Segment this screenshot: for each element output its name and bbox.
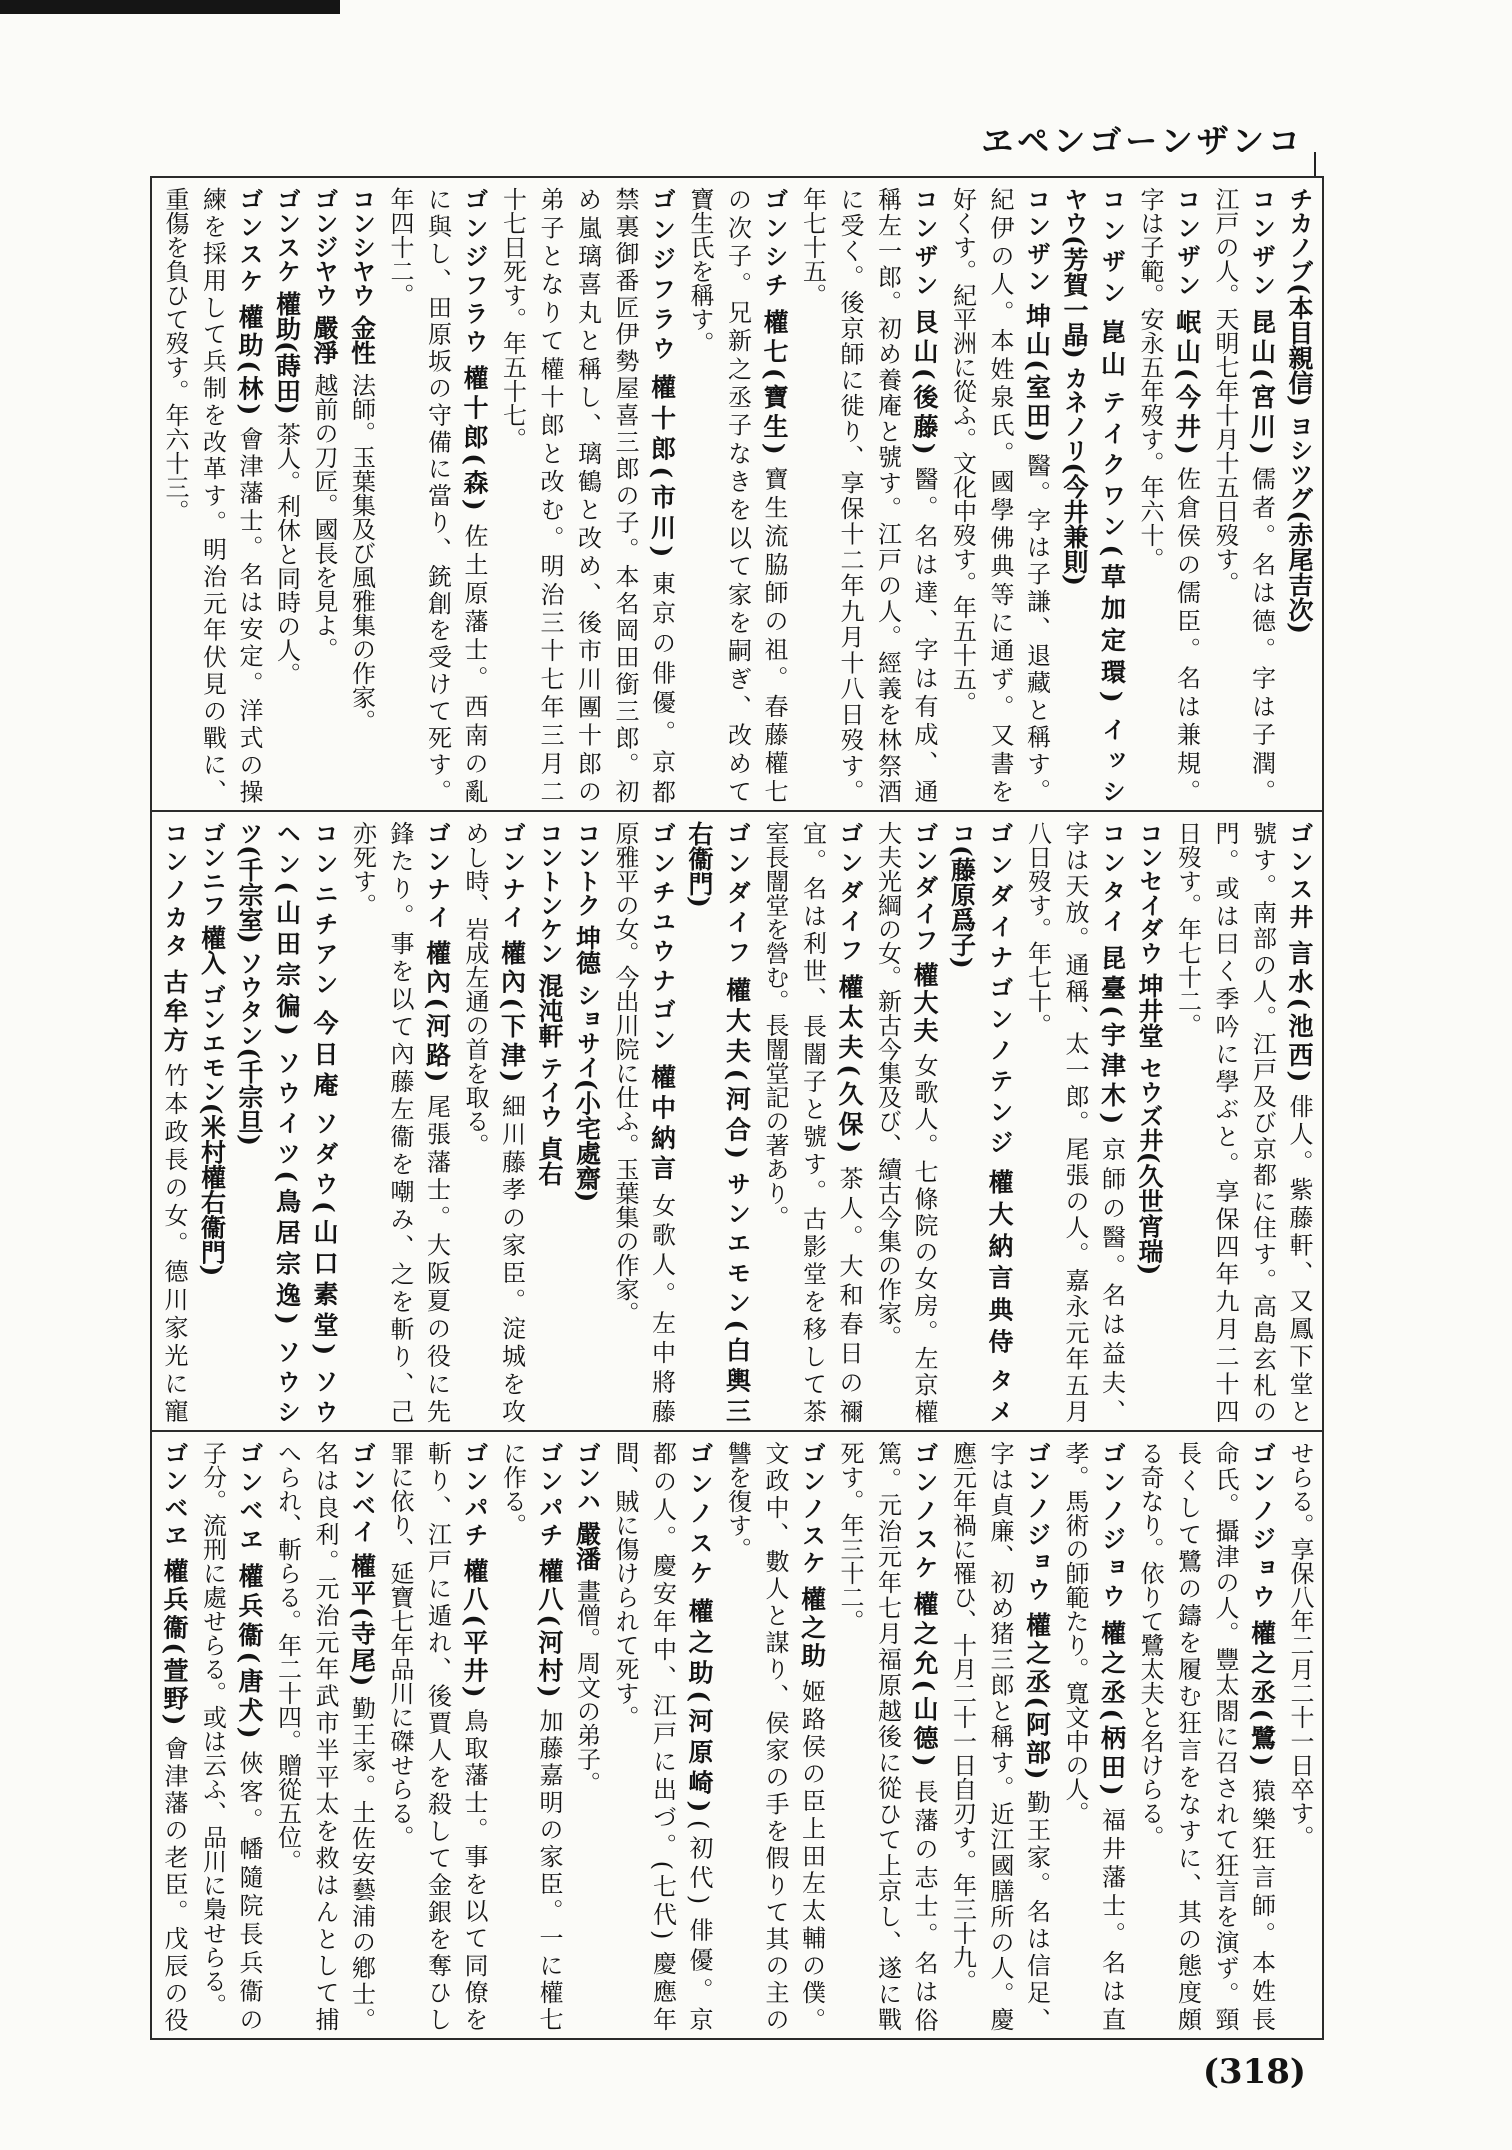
- entry-text: 法師。玉葉集及び風雅集の作家。: [347, 372, 376, 733]
- text-column: [568, 178, 606, 810]
- entry-name: 權兵衞(萱野): [160, 1557, 189, 1725]
- entry-headword-reading: ゴンノジョウ: [1022, 1441, 1051, 1604]
- entry-name: (山田宗徧): [272, 881, 302, 1036]
- text-column: [868, 812, 906, 1430]
- entry-headword-reading: コンタイ: [1097, 821, 1126, 938]
- entry-headword-reading: ゴンスケ: [235, 187, 263, 296]
- entry-text: 名は良利。元治元年武市半平太を救はんとして捕: [311, 1441, 339, 2031]
- text-column: [643, 178, 681, 810]
- text-column: [268, 178, 306, 810]
- entry-text: 字は子範。安永五年歿す。年六十。: [1136, 187, 1164, 571]
- text-column: [1056, 1432, 1094, 2038]
- entry-text: 十七日死す。年五十七。: [498, 187, 527, 451]
- entry-text: 斬り、江戸に遁れ、後賈人を殺して金銀を奪ひし: [423, 1441, 452, 2032]
- entry-text: 禁裏御番匠伊勢屋喜三郎の子。本名岡田銜三郎。初: [611, 187, 639, 803]
- entry-text: に與し、田原坂の守備に當り、銃創を受けて死す。: [423, 187, 452, 803]
- text-column: [493, 178, 531, 810]
- text-column: [1093, 812, 1131, 1430]
- entry-name: 權之助(河原崎): [685, 1598, 714, 1813]
- text-column: [456, 178, 494, 810]
- entry-headword-reading: コンザン: [1097, 187, 1126, 311]
- entry-text: 紀伊の人。本姓泉氏。國學佛典等に通ず。又書を: [986, 187, 1014, 803]
- entry-name: 言水(池西): [1285, 939, 1314, 1083]
- alias-reading: ヤウ: [1060, 187, 1088, 235]
- alias-reading: ヘン: [272, 821, 301, 882]
- text-column: [1243, 178, 1281, 810]
- entry-headword-reading: ゴンニフ: [197, 821, 226, 917]
- text-column: [231, 812, 269, 1430]
- text-column: [381, 178, 419, 810]
- text-column: [643, 812, 681, 1430]
- text-column: [1131, 1432, 1169, 2038]
- text-column: [1056, 178, 1094, 810]
- text-column: [943, 1432, 981, 2038]
- text-column: [568, 1432, 606, 2038]
- text-column: [643, 1432, 681, 2038]
- text-column: [1281, 812, 1319, 1430]
- entry-name: 今日庵: [310, 1009, 339, 1103]
- text-column: [756, 178, 794, 810]
- entry-text: 俳人。紫藤軒、又鳳下堂と: [1285, 1090, 1313, 1423]
- text-column: [1131, 178, 1169, 810]
- text-column: [1168, 178, 1206, 810]
- entry-name: (今井兼則): [1060, 462, 1089, 587]
- entry-name: (久世宵瑞): [1135, 1151, 1164, 1276]
- entry-text: 細川藤孝の家臣。淀城を攻: [497, 1090, 526, 1423]
- text-column: [943, 178, 981, 810]
- text-column: [1056, 812, 1094, 1430]
- entry-text: 鋒たり。事を以て內藤左衞を嘲み、之を斬り、己: [386, 821, 414, 1423]
- entry-headword-reading: コンザン: [910, 187, 938, 301]
- entry-name: 權之助: [797, 1585, 827, 1671]
- entry-text: 尾張藩士。大阪夏の役に先: [422, 1090, 451, 1423]
- entry-text: 日歿す。年七十二。: [1173, 821, 1202, 1037]
- text-column: [268, 812, 306, 1430]
- entry-text: 京師の醫。名は益夫、: [1097, 1132, 1126, 1424]
- entry-name: 嚴淨: [310, 315, 339, 365]
- entry-headword-reading: コンシヤウ: [347, 187, 376, 307]
- entry-name: 貞右: [535, 1135, 564, 1186]
- text-column: [1281, 1432, 1319, 2038]
- entry-text: 篤。元治元年七月福原越後に從ひて上京し、遂に戰: [873, 1441, 902, 2031]
- entry-headword-reading: ゴンダイフ: [835, 821, 863, 967]
- entry-headword-reading: ゴンパチ: [535, 1441, 563, 1550]
- entry-text: 茶人。利休と同時の人。: [272, 422, 301, 687]
- alias-reading: ツ: [235, 821, 263, 845]
- entry-text: 佐土原藩士。西南の亂: [460, 518, 488, 803]
- entry-text: 寶生流脇師の祖。春藤權七: [760, 462, 788, 803]
- text-column: [1206, 812, 1244, 1430]
- entry-name: 權八(平井): [460, 1557, 489, 1698]
- entry-headword-reading: コンセイダウ: [1135, 821, 1163, 965]
- entry-headword-reading: ゴンチユウナゴン: [647, 821, 676, 1057]
- text-column: [493, 1432, 531, 2038]
- running-head: コンザンーゴンペヱ: [981, 122, 1304, 160]
- middle-tier: [152, 812, 1322, 1432]
- text-column: [831, 812, 869, 1430]
- text-column: [943, 812, 981, 1430]
- text-column: [681, 1432, 719, 2038]
- alias-reading: ヨシツグ: [1285, 414, 1313, 511]
- entry-text: に受く。後京師に徙り、享保十二年九月十八日歿す。: [836, 187, 864, 803]
- text-column: [1168, 1432, 1206, 2038]
- text-column: [1168, 812, 1206, 1430]
- text-column: [306, 812, 344, 1430]
- entry-name: 權助(蒔田): [272, 291, 302, 415]
- text-column: [831, 1432, 869, 2038]
- text-column: [1018, 178, 1056, 810]
- entry-text: へられ、斬らる。年二十四。贈從五位。: [273, 1441, 302, 1873]
- entry-name: 權助(林): [235, 303, 264, 415]
- text-column: [418, 812, 456, 1430]
- entry-name: (草加定環): [1097, 544, 1127, 703]
- entry-headword-reading: ゴンス井: [1285, 821, 1313, 932]
- text-column: [831, 178, 869, 810]
- text-column: [343, 812, 381, 1430]
- entry-headword-reading: コンニチアン: [310, 821, 338, 1002]
- text-column: [156, 812, 194, 1430]
- entry-name: (芳賀一晶): [1060, 235, 1089, 359]
- entry-name: 權大納言典侍: [985, 1168, 1014, 1361]
- text-column: [606, 178, 644, 810]
- entry-text: 宜。名は利世、長闇子と號す。古影堂を移して茶: [798, 821, 827, 1423]
- entry-name: (藤原爲子): [947, 845, 977, 969]
- entry-headword-reading: ゴンベヱ: [235, 1441, 263, 1555]
- text-column: [793, 812, 831, 1430]
- entry-text: の次子。兄新之丞子なきを以て家を嗣ぎ、改めて: [723, 187, 752, 804]
- text-column: [1093, 1432, 1131, 2038]
- scan-edge-mark: [0, 0, 340, 14]
- text-column: [381, 812, 419, 1430]
- middle-tier-columns: [156, 812, 1319, 1430]
- text-column: [1018, 1432, 1056, 2038]
- entry-name: (赤尾吉次): [1285, 510, 1314, 635]
- text-column: [718, 1432, 756, 2038]
- entry-headword-reading: ゴンダイフ: [722, 821, 751, 969]
- upper-tier: [152, 178, 1322, 812]
- entry-text: 猿樂狂言師。本姓長: [1247, 1774, 1276, 2031]
- entry-text: 女歌人。七條院の女房。左京權: [910, 1052, 938, 1424]
- entry-name: 嚴潘: [572, 1521, 602, 1571]
- entry-name: 右衞門): [685, 821, 714, 908]
- text-column: [193, 1432, 231, 2038]
- entry-headword-reading: ゴンスケ: [272, 187, 301, 283]
- entry-text: 原雅平の女。今出川院に仕ふ。玉葉集の作家。: [611, 821, 639, 1325]
- text-column: [306, 1432, 344, 2038]
- entry-text: 八日歿す。年七十。: [1023, 821, 1052, 1037]
- entry-text: 大夫光綱の女。新古今集及び、續古今集の作家。: [873, 821, 902, 1349]
- entry-text: 罪に依り、延寶七年品川に磔せらる。: [386, 1441, 414, 1849]
- entry-headword-reading: ゴンパチ: [460, 1441, 488, 1550]
- entry-name: 權中納言: [647, 1064, 677, 1186]
- entry-name: 權八(河村): [535, 1557, 564, 1698]
- entry-text: 都の人。慶安年中、江戸に出づ。(七代) 慶應年: [648, 1441, 677, 2031]
- entry-name: (鳥居宗逸): [272, 1170, 302, 1325]
- entry-text: 勤王家。土佐安藝浦の鄕士。: [347, 1693, 376, 2032]
- header-corner-mark: [1314, 152, 1316, 176]
- entry-text: め嵐璃喜丸と稱し、璃鶴と改め、後市川團十郎の: [573, 187, 602, 803]
- entry-name: 權入: [197, 925, 227, 975]
- entry-text: 會津藩の老臣。戊辰の役: [160, 1732, 188, 2032]
- entry-text: 醫。字は子謙、退藏と稱す。: [1022, 450, 1051, 803]
- entry-name: 坤山(室田): [1022, 303, 1052, 443]
- entry-text: 應元年禍に罹ひ、十月二十一日自刃す。年三十九。: [948, 1441, 977, 1993]
- text-column: [868, 178, 906, 810]
- alias-reading: ゴンエモン: [197, 982, 226, 1103]
- entry-name: 權大夫: [910, 962, 939, 1046]
- text-column: [568, 812, 606, 1430]
- alias-reading: ソダウ: [310, 1110, 338, 1201]
- entry-text: 長藩の志士。名は俗: [910, 1774, 938, 2032]
- entry-text: 好くす。紀平洲に從ふ。文化中歿す。年五十五。: [948, 187, 977, 715]
- entry-text: 字は貞廉、初め猪三郎と稱す。近江國膳所の人。慶: [986, 1441, 1014, 2031]
- entry-headword-reading: コンノカタ: [160, 821, 188, 961]
- entry-text: 勤王家。名は信足、: [1022, 1786, 1051, 2031]
- text-column: [531, 812, 569, 1430]
- entry-text: 江戸の人。天明七年十月十五日歿す。: [1211, 187, 1239, 595]
- text-frame: [150, 176, 1324, 2040]
- alias-reading: ソウシ: [272, 1332, 301, 1424]
- entry-text: 孝。馬術の師範たり。寬文中の人。: [1061, 1441, 1089, 1825]
- entry-name: 權十郎(市川): [647, 373, 677, 558]
- alias-reading: コ: [947, 821, 976, 845]
- text-column: [1018, 812, 1056, 1430]
- entry-text: 東京の俳優。京都: [647, 564, 676, 803]
- entry-text: 命氏。攝津の人。豐太閤に召されて狂言を演ず。頸: [1211, 1441, 1239, 2031]
- text-column: [906, 1432, 944, 2038]
- entry-name: 權十郎(森): [460, 365, 489, 512]
- text-column: [381, 1432, 419, 2038]
- alias-reading: ショサイ: [572, 982, 601, 1079]
- entry-text: 姬路侯の臣上田左太輔の僕。: [797, 1678, 826, 2032]
- text-column: [718, 178, 756, 810]
- entry-text: 重傷を負ひて歿す。年六十三。: [161, 187, 189, 523]
- text-column: [606, 812, 644, 1430]
- text-column: [343, 178, 381, 810]
- alias-reading: テイウ: [535, 1055, 563, 1128]
- entry-text: 畫僧。周文の弟子。: [572, 1578, 601, 1795]
- text-column: [306, 178, 344, 810]
- entry-headword-reading: ゴンノスケ: [685, 1441, 713, 1591]
- text-column: [718, 812, 756, 1430]
- entry-text: 字は天放。通稱、太一郎。尾張の人。嘉永元年五月: [1061, 821, 1089, 1423]
- text-column: [756, 1432, 794, 2038]
- entry-headword-reading: ゴンハ: [572, 1441, 601, 1513]
- entry-text: 醫。名は達、字は有成、通: [910, 462, 938, 803]
- entry-text: めし時、岩成左通の首を取る。: [461, 821, 489, 1157]
- entry-headword-reading: ゴンノスケ: [797, 1441, 826, 1578]
- entry-headword-reading: ゴンダイフ: [910, 821, 938, 955]
- alias-reading: カネノリ: [1060, 366, 1088, 463]
- text-column: [456, 812, 494, 1430]
- entry-text: (初代) 俳優。京: [685, 1820, 713, 2031]
- entry-text: 俠客。幡隨院長兵衞の: [235, 1746, 263, 2032]
- entry-name: 權太夫(久保): [835, 974, 864, 1154]
- entry-text: 間、賊に傷けられて死す。: [611, 1441, 639, 1729]
- alias-reading: チカノブ: [1285, 187, 1313, 283]
- entry-text: 讐を復す。: [723, 1441, 752, 1561]
- entry-name: 坤德: [572, 925, 602, 975]
- entry-headword-reading: ゴンシチ: [760, 187, 788, 301]
- entry-text: 竹本政長の女。德川家光に寵: [160, 1063, 188, 1424]
- text-column: [531, 178, 569, 810]
- text-column: [981, 1432, 1019, 2038]
- entry-name: (小宅處齋): [572, 1078, 602, 1203]
- entry-name: 權之丞(柄田): [1097, 1619, 1127, 1796]
- text-column: [231, 1432, 269, 2038]
- entry-headword-reading: ゴンベヱ: [160, 1441, 188, 1550]
- entry-text: 稱左一郎。初め養庵と號す。江戸の人。經義を林祭酒: [873, 187, 902, 803]
- text-column: [681, 812, 719, 1430]
- entry-headword-reading: ゴンジフラウ: [647, 187, 676, 366]
- text-column: [231, 178, 269, 810]
- entry-text: 亦死す。: [348, 821, 377, 917]
- entry-headword-reading: ゴンナイ: [422, 821, 451, 932]
- entry-headword-reading: ゴンジヤウ: [310, 187, 338, 307]
- entry-name: 坤井堂: [1135, 973, 1164, 1048]
- text-column: [1093, 178, 1131, 810]
- entry-headword-reading: コントンケン: [535, 821, 563, 965]
- entry-text: 加藤嘉明の家臣。一に權七: [535, 1704, 563, 2031]
- text-column: [1131, 812, 1169, 1430]
- entry-text: る奇なり。依りて鷺太夫と名けらる。: [1136, 1441, 1164, 1849]
- entry-headword-reading: コンザン: [1172, 187, 1201, 301]
- entry-name: (千宗室): [235, 845, 264, 944]
- text-column: [1281, 178, 1319, 810]
- text-column: [156, 1432, 194, 2038]
- text-column: [868, 1432, 906, 2038]
- entry-text: 寶生氏を稱す。: [686, 187, 714, 355]
- entry-text: 室長闇堂を營む。長闇堂記の著あり。: [761, 821, 789, 1229]
- text-column: [418, 178, 456, 810]
- alias-reading: サンエモン: [722, 1166, 751, 1320]
- text-column: [606, 1432, 644, 2038]
- entry-name: 權兵衞(唐犬): [235, 1562, 264, 1739]
- entry-text: 文政中、數人と謀り、侯家の手を假りて其の主の: [761, 1441, 789, 2032]
- alias-reading: イッシ: [1097, 710, 1126, 804]
- entry-headword-reading: ゴンダイナゴンノテンジ: [985, 821, 1013, 1161]
- entry-text: 年四十二。: [386, 187, 414, 307]
- alias-reading: ソウ: [310, 1362, 338, 1424]
- text-column: [493, 812, 531, 1430]
- text-column: [456, 1432, 494, 2038]
- entry-name: (山口素堂): [310, 1200, 339, 1356]
- text-column: [906, 812, 944, 1430]
- text-column: [1206, 1432, 1244, 2038]
- text-column: [343, 1432, 381, 2038]
- entry-name: 混沌軒: [535, 973, 564, 1048]
- alias-reading: ソウイツ: [272, 1043, 301, 1171]
- entry-name: 權平(寺尾): [347, 1552, 377, 1687]
- entry-headword-reading: ゴンノジョウ: [1097, 1441, 1126, 1612]
- entry-text: 練を採用して兵制を改革す。明治元年伏見の戰に、: [198, 187, 227, 803]
- text-column: [981, 812, 1019, 1430]
- entry-text: 門。或は曰く季吟に學ぶと。享保四年九月二十四: [1211, 821, 1239, 1423]
- entry-name: (千宗旦): [235, 1047, 264, 1147]
- entry-text: 女歌人。左中將藤: [647, 1193, 676, 1424]
- entry-text: 號す。南部の人。江戸及び京都に住す。高島玄札の: [1248, 821, 1277, 1423]
- text-column: [193, 812, 231, 1430]
- text-column: [681, 178, 719, 810]
- page-number: (318): [1202, 2052, 1306, 2092]
- entry-name: 崑山: [1097, 318, 1127, 383]
- text-column: [1243, 812, 1281, 1430]
- entry-name: 權內(下津): [497, 939, 527, 1083]
- lower-tier-columns: [156, 1432, 1319, 2038]
- entry-name: 權大夫(河合): [722, 976, 752, 1159]
- text-column: [531, 1432, 569, 2038]
- entry-name: 艮山(後藤): [910, 308, 939, 455]
- entry-text: 子分。流刑に處せらる。或は云ふ、品川に梟せらる。: [198, 1441, 227, 2017]
- text-column: [793, 178, 831, 810]
- entry-name: 岷山(今井): [1172, 308, 1202, 455]
- entry-headword-reading: ゴンジフラウ: [460, 187, 488, 358]
- text-column: [906, 178, 944, 810]
- entry-text: 佐倉侯の儒臣。名は兼規。: [1172, 462, 1201, 803]
- entry-name: 昆臺(宇津木): [1097, 945, 1127, 1125]
- entry-text: に作る。: [498, 1441, 527, 1537]
- entry-name: 權之允(山德): [910, 1591, 939, 1767]
- entry-headword-reading: コントク: [572, 821, 601, 917]
- alias-reading: タメ: [985, 1368, 1013, 1424]
- entry-text: 鳥取藩士。事を以て同僚を: [460, 1704, 488, 2031]
- entry-text: 弟子となりて權十郎と改む。明治三十七年三月二: [536, 187, 564, 803]
- entry-headword-reading: コンザン: [1247, 187, 1276, 301]
- entry-text: 越前の刀匠。國長を見よ。: [310, 372, 338, 661]
- text-column: [268, 1432, 306, 2038]
- text-column: [1243, 1432, 1281, 2038]
- entry-text: せらる。享保八年二月二十一日卒す。: [1286, 1441, 1314, 1849]
- entry-name: 金性: [347, 315, 377, 365]
- entry-name: 古牟方: [160, 968, 189, 1056]
- text-column: [756, 812, 794, 1430]
- entry-text: 福井藩士。名は直: [1097, 1803, 1126, 2032]
- entry-name: (白輿三: [722, 1319, 752, 1423]
- entry-name: 權之丞(阿部): [1022, 1611, 1052, 1780]
- entry-text: 死す。年三十二。: [836, 1441, 864, 1633]
- entry-name: 權七(寶生): [760, 308, 789, 455]
- text-column: [793, 1432, 831, 2038]
- entry-name: (米村權右衞門): [197, 1102, 227, 1277]
- alias-reading: セウズ井: [1135, 1055, 1163, 1152]
- entry-text: 會津藩士。名は安定。洋式の操: [235, 422, 263, 803]
- entry-name: 昆山(宮川): [1247, 308, 1277, 455]
- entry-headword-reading: ゴンノジョウ: [1247, 1441, 1276, 1613]
- entry-name: 權之丞(鷺): [1247, 1620, 1277, 1767]
- entry-name: (本目親信): [1285, 283, 1314, 407]
- upper-tier-columns: [156, 178, 1319, 810]
- lower-tier: [152, 1432, 1322, 2038]
- entry-headword-reading: ゴンベイ: [347, 1441, 376, 1545]
- text-column: [193, 178, 231, 810]
- entry-text: 茶人。大和春日の禰: [835, 1161, 863, 1423]
- text-column: [1206, 178, 1244, 810]
- entry-headword-reading: ゴンナイ: [497, 821, 526, 932]
- text-column: [156, 178, 194, 810]
- entry-text: 儒者。名は德。字は子潤。: [1247, 462, 1276, 803]
- entry-headword-reading: ゴンノスケ: [910, 1441, 938, 1584]
- alias-reading: テイクワン: [1097, 390, 1126, 545]
- text-column: [981, 178, 1019, 810]
- entry-text: 長くして鷺の鑄を履む狂言をなすに、其の態度頗: [1173, 1441, 1202, 2032]
- text-column: [418, 1432, 456, 2038]
- entry-name: 權內(河路): [422, 939, 452, 1083]
- entry-headword-reading: コンザン: [1022, 187, 1051, 296]
- entry-text: 年七十五。: [798, 187, 827, 307]
- alias-reading: ソウタン: [235, 951, 263, 1048]
